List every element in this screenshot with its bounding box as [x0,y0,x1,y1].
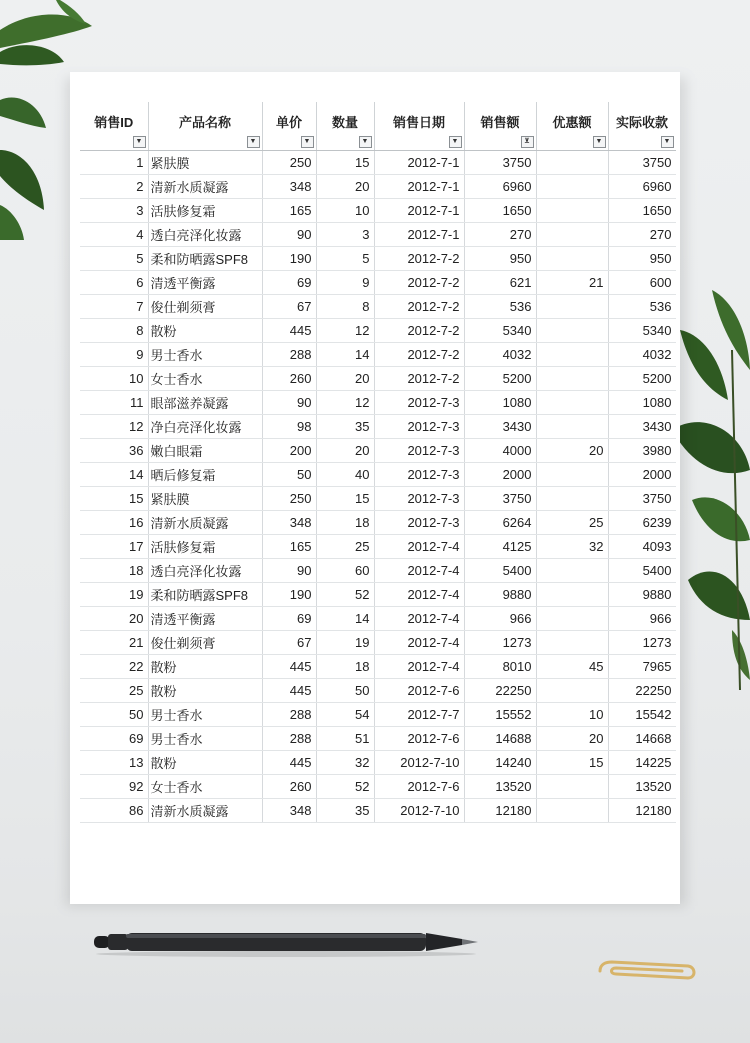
cell-discount[interactable] [536,343,608,367]
cell-product-name[interactable]: 透白亮泽化妆露 [148,559,262,583]
table-row [80,607,676,631]
cell-sales-amount[interactable]: 5400 [464,559,536,583]
cell-product-name[interactable]: 散粉 [148,655,262,679]
table-row [80,319,676,343]
cell-discount[interactable] [536,775,608,799]
cell-actual-received[interactable]: 6960 [608,175,676,199]
cell-unit-price[interactable]: 288 [262,727,316,751]
cell-sales-amount[interactable]: 12180 [464,799,536,823]
cell-actual-received[interactable]: 3750 [608,487,676,511]
table-row [80,775,676,799]
cell-discount[interactable] [536,607,608,631]
filter-dropdown-icon[interactable]: ▼ [593,136,606,148]
table-row [80,727,676,751]
filter-dropdown-icon[interactable]: ▼ [661,136,674,148]
cell-actual-received[interactable]: 14668 [608,727,676,751]
cell-sales-amount[interactable]: 536 [464,295,536,319]
cell-sale-date[interactable]: 2012-7-3 [374,487,464,511]
cell-sales-amount[interactable]: 4032 [464,343,536,367]
cell-sales-amount[interactable]: 9880 [464,583,536,607]
cell-sales-id[interactable]: 36 [80,439,148,463]
cell-product-name[interactable]: 晒后修复霜 [148,463,262,487]
cell-discount[interactable] [536,319,608,343]
cell-sales-amount[interactable]: 3750 [464,151,536,175]
cell-unit-price[interactable]: 165 [262,199,316,223]
cell-unit-price[interactable]: 98 [262,415,316,439]
cell-discount[interactable] [536,199,608,223]
spreadsheet [80,102,676,902]
cell-actual-received[interactable]: 270 [608,223,676,247]
cell-quantity[interactable]: 52 [316,583,374,607]
cell-product-name[interactable]: 男士香水 [148,703,262,727]
cell-product-name[interactable]: 活肤修复霜 [148,199,262,223]
cell-sale-date[interactable]: 2012-7-6 [374,679,464,703]
cell-sale-date[interactable]: 2012-7-2 [374,367,464,391]
cell-sale-date[interactable]: 2012-7-1 [374,175,464,199]
cell-quantity[interactable]: 15 [316,151,374,175]
cell-sales-id[interactable]: 92 [80,775,148,799]
cell-sales-id[interactable]: 15 [80,487,148,511]
header-unit-price: 单价 ▼ [262,102,316,151]
cell-sales-amount[interactable]: 4125 [464,535,536,559]
cell-quantity[interactable]: 20 [316,175,374,199]
cell-unit-price[interactable]: 445 [262,655,316,679]
cell-sales-amount[interactable]: 4000 [464,439,536,463]
cell-product-name[interactable]: 活肤修复霜 [148,535,262,559]
cell-quantity[interactable]: 12 [316,391,374,415]
table-row [80,271,676,295]
cell-sales-amount[interactable]: 5200 [464,367,536,391]
table-body [80,151,676,823]
cell-product-name[interactable]: 俊仕剃须膏 [148,295,262,319]
cell-sale-date[interactable]: 2012-7-1 [374,199,464,223]
table-row [80,223,676,247]
table-row [80,175,676,199]
cell-discount[interactable] [536,415,608,439]
cell-sales-id[interactable]: 86 [80,799,148,823]
cell-sale-date[interactable]: 2012-7-2 [374,343,464,367]
cell-discount[interactable]: 21 [536,271,608,295]
filter-dropdown-icon[interactable]: ▼ [449,136,462,148]
cell-unit-price[interactable]: 288 [262,343,316,367]
header-sale-date: 销售日期 ▼ [374,102,464,151]
cell-discount[interactable] [536,247,608,271]
cell-actual-received[interactable]: 4093 [608,535,676,559]
cell-unit-price[interactable]: 288 [262,703,316,727]
cell-actual-received[interactable]: 13520 [608,775,676,799]
cell-actual-received[interactable]: 7965 [608,655,676,679]
cell-sales-amount[interactable]: 621 [464,271,536,295]
table-row [80,247,676,271]
cell-quantity[interactable]: 19 [316,631,374,655]
cell-quantity[interactable]: 40 [316,463,374,487]
cell-discount[interactable] [536,367,608,391]
cell-sales-amount[interactable]: 8010 [464,655,536,679]
cell-unit-price[interactable]: 445 [262,679,316,703]
cell-unit-price[interactable]: 348 [262,511,316,535]
cell-sales-amount[interactable]: 3750 [464,487,536,511]
cell-product-name[interactable]: 清新水质凝露 [148,511,262,535]
cell-quantity[interactable]: 14 [316,343,374,367]
cell-actual-received[interactable]: 3430 [608,415,676,439]
cell-discount[interactable] [536,679,608,703]
cell-unit-price[interactable]: 348 [262,799,316,823]
cell-unit-price[interactable]: 50 [262,463,316,487]
cell-actual-received[interactable]: 5200 [608,367,676,391]
cell-discount[interactable] [536,223,608,247]
cell-quantity[interactable]: 32 [316,751,374,775]
cell-sales-amount[interactable]: 1273 [464,631,536,655]
cell-product-name[interactable]: 清新水质凝露 [148,175,262,199]
cell-sales-id[interactable]: 3 [80,199,148,223]
cell-discount[interactable] [536,583,608,607]
cell-discount[interactable]: 20 [536,727,608,751]
cell-discount[interactable] [536,487,608,511]
paper-sheet [70,72,680,904]
cell-sale-date[interactable]: 2012-7-3 [374,511,464,535]
cell-quantity[interactable]: 35 [316,415,374,439]
cell-sale-date[interactable]: 2012-7-1 [374,151,464,175]
cell-discount[interactable]: 45 [536,655,608,679]
cell-sales-id[interactable]: 20 [80,607,148,631]
cell-actual-received[interactable]: 5400 [608,559,676,583]
cell-sales-amount[interactable]: 270 [464,223,536,247]
cell-discount[interactable]: 15 [536,751,608,775]
cell-unit-price[interactable]: 165 [262,535,316,559]
cell-product-name[interactable]: 男士香水 [148,727,262,751]
cell-quantity[interactable]: 51 [316,727,374,751]
table-row [80,151,676,175]
cell-product-name[interactable]: 眼部滋养凝露 [148,391,262,415]
cell-sales-id[interactable]: 11 [80,391,148,415]
cell-unit-price[interactable]: 190 [262,583,316,607]
cell-sale-date[interactable]: 2012-7-3 [374,391,464,415]
cell-unit-price[interactable]: 250 [262,151,316,175]
cell-actual-received[interactable]: 9880 [608,583,676,607]
filter-dropdown-icon[interactable]: ▼ [359,136,372,148]
table-row [80,679,676,703]
cell-sales-id[interactable]: 8 [80,319,148,343]
cell-sale-date[interactable]: 2012-7-6 [374,775,464,799]
active-filter-icon[interactable]: ⊻ [521,136,534,148]
cell-actual-received[interactable]: 6239 [608,511,676,535]
cell-product-name[interactable]: 女士香水 [148,775,262,799]
cell-sales-id[interactable]: 16 [80,511,148,535]
table-row [80,535,676,559]
cell-actual-received[interactable]: 3980 [608,439,676,463]
cell-discount[interactable] [536,559,608,583]
cell-sales-amount[interactable]: 22250 [464,679,536,703]
sales-table [80,102,676,823]
cell-sales-amount[interactable]: 6264 [464,511,536,535]
cell-product-name[interactable]: 嫩白眼霜 [148,439,262,463]
table-row [80,751,676,775]
cell-sales-id[interactable]: 19 [80,583,148,607]
cell-sales-amount[interactable]: 966 [464,607,536,631]
cell-product-name[interactable]: 女士香水 [148,367,262,391]
header-actual-received: 实际收款 ▼ [608,102,676,151]
cell-quantity[interactable]: 50 [316,679,374,703]
header-sales-amount: 销售额 ⊻ [464,102,536,151]
table-row [80,343,676,367]
cell-actual-received[interactable]: 12180 [608,799,676,823]
cell-product-name[interactable]: 男士香水 [148,343,262,367]
table-row [80,655,676,679]
cell-sales-id[interactable]: 10 [80,367,148,391]
cell-quantity[interactable]: 8 [316,295,374,319]
cell-actual-received[interactable]: 14225 [608,751,676,775]
filter-dropdown-icon[interactable]: ▼ [133,136,146,148]
cell-sale-date[interactable]: 2012-7-1 [374,223,464,247]
cell-sales-id[interactable]: 9 [80,343,148,367]
cell-actual-received[interactable]: 4032 [608,343,676,367]
cell-discount[interactable] [536,295,608,319]
cell-actual-received[interactable]: 1650 [608,199,676,223]
cell-product-name[interactable]: 透白亮泽化妆露 [148,223,262,247]
cell-unit-price[interactable]: 260 [262,775,316,799]
cell-discount[interactable]: 20 [536,439,608,463]
cell-discount[interactable]: 32 [536,535,608,559]
cell-sale-date[interactable]: 2012-7-3 [374,463,464,487]
cell-unit-price[interactable]: 200 [262,439,316,463]
cell-actual-received[interactable]: 15542 [608,703,676,727]
cell-sale-date[interactable]: 2012-7-4 [374,535,464,559]
cell-product-name[interactable]: 散粉 [148,751,262,775]
cell-discount[interactable] [536,631,608,655]
cell-sales-id[interactable]: 5 [80,247,148,271]
cell-sales-amount[interactable]: 1650 [464,199,536,223]
header-discount: 优惠额 ▼ [536,102,608,151]
cell-sales-id[interactable]: 69 [80,727,148,751]
cell-sale-date[interactable]: 2012-7-4 [374,655,464,679]
cell-discount[interactable] [536,151,608,175]
cell-sales-amount[interactable]: 3430 [464,415,536,439]
cell-unit-price[interactable]: 445 [262,319,316,343]
cell-sale-date[interactable]: 2012-7-2 [374,295,464,319]
table-row [80,703,676,727]
cell-discount[interactable] [536,175,608,199]
cell-sale-date[interactable]: 2012-7-6 [374,727,464,751]
cell-quantity[interactable]: 12 [316,319,374,343]
cell-quantity[interactable]: 3 [316,223,374,247]
cell-product-name[interactable]: 散粉 [148,319,262,343]
cell-sales-id[interactable]: 6 [80,271,148,295]
cell-product-name[interactable]: 紧肤膜 [148,151,262,175]
cell-sales-id[interactable]: 50 [80,703,148,727]
filter-dropdown-icon[interactable]: ▼ [301,136,314,148]
cell-actual-received[interactable]: 1080 [608,391,676,415]
cell-product-name[interactable]: 清透平衡露 [148,271,262,295]
cell-discount[interactable]: 25 [536,511,608,535]
cell-quantity[interactable]: 20 [316,367,374,391]
cell-sale-date[interactable]: 2012-7-2 [374,271,464,295]
cell-discount[interactable]: 10 [536,703,608,727]
cell-unit-price[interactable]: 190 [262,247,316,271]
table-row [80,439,676,463]
cell-unit-price[interactable]: 250 [262,487,316,511]
cell-actual-received[interactable]: 3750 [608,151,676,175]
table-row [80,631,676,655]
header-product-name: 产品名称 ▼ [148,102,262,151]
header-sales-id: 销售ID ▼ [80,102,148,151]
cell-quantity[interactable]: 5 [316,247,374,271]
table-row [80,367,676,391]
cell-product-name[interactable]: 柔和防晒露SPF8 [148,583,262,607]
cell-actual-received[interactable]: 950 [608,247,676,271]
table-row [80,391,676,415]
cell-quantity[interactable]: 18 [316,511,374,535]
cell-product-name[interactable]: 清透平衡露 [148,607,262,631]
cell-unit-price[interactable]: 260 [262,367,316,391]
cell-actual-received[interactable]: 966 [608,607,676,631]
cell-sales-id[interactable]: 17 [80,535,148,559]
cell-product-name[interactable]: 散粉 [148,679,262,703]
cell-unit-price[interactable]: 90 [262,391,316,415]
cell-sale-date[interactable]: 2012-7-2 [374,247,464,271]
cell-sale-date[interactable]: 2012-7-10 [374,751,464,775]
cell-unit-price[interactable]: 90 [262,559,316,583]
cell-sales-amount[interactable]: 1080 [464,391,536,415]
cell-actual-received[interactable]: 600 [608,271,676,295]
cell-sales-amount[interactable]: 6960 [464,175,536,199]
cell-sales-amount[interactable]: 14240 [464,751,536,775]
cell-sale-date[interactable]: 2012-7-2 [374,319,464,343]
cell-sale-date[interactable]: 2012-7-4 [374,559,464,583]
table-row [80,583,676,607]
cell-quantity[interactable]: 54 [316,703,374,727]
cell-sale-date[interactable]: 2012-7-4 [374,607,464,631]
table-row [80,415,676,439]
table-row [80,511,676,535]
cell-sales-id[interactable]: 4 [80,223,148,247]
table-row [80,487,676,511]
cell-quantity[interactable]: 25 [316,535,374,559]
cell-sales-amount[interactable]: 13520 [464,775,536,799]
cell-sales-amount[interactable]: 14688 [464,727,536,751]
cell-actual-received[interactable]: 5340 [608,319,676,343]
table-row [80,559,676,583]
cell-actual-received[interactable]: 2000 [608,463,676,487]
cell-sales-id[interactable]: 1 [80,151,148,175]
cell-sale-date[interactable]: 2012-7-7 [374,703,464,727]
cell-quantity[interactable]: 60 [316,559,374,583]
table-row [80,799,676,823]
cell-sales-id[interactable]: 21 [80,631,148,655]
cell-unit-price[interactable]: 67 [262,631,316,655]
cell-quantity[interactable]: 14 [316,607,374,631]
table-row [80,463,676,487]
filter-dropdown-icon[interactable]: ▼ [247,136,260,148]
cell-quantity[interactable]: 15 [316,487,374,511]
cell-sale-date[interactable]: 2012-7-10 [374,799,464,823]
cell-sale-date[interactable]: 2012-7-4 [374,631,464,655]
cell-sales-amount[interactable]: 15552 [464,703,536,727]
cell-sales-id[interactable]: 2 [80,175,148,199]
cell-sales-amount[interactable]: 2000 [464,463,536,487]
cell-sales-id[interactable]: 12 [80,415,148,439]
cell-unit-price[interactable]: 67 [262,295,316,319]
cell-sales-amount[interactable]: 950 [464,247,536,271]
cell-discount[interactable] [536,799,608,823]
cell-sale-date[interactable]: 2012-7-3 [374,439,464,463]
cell-actual-received[interactable]: 536 [608,295,676,319]
cell-product-name[interactable]: 紧肤膜 [148,487,262,511]
cell-sales-id[interactable]: 18 [80,559,148,583]
cell-actual-received[interactable]: 1273 [608,631,676,655]
cell-sale-date[interactable]: 2012-7-3 [374,415,464,439]
cell-unit-price[interactable]: 69 [262,271,316,295]
cell-quantity[interactable]: 52 [316,775,374,799]
cell-discount[interactable] [536,463,608,487]
cell-unit-price[interactable]: 90 [262,223,316,247]
cell-product-name[interactable]: 柔和防晒露SPF8 [148,247,262,271]
cell-actual-received[interactable]: 22250 [608,679,676,703]
paperclip-decoration [596,958,700,984]
cell-product-name[interactable]: 净白亮泽化妆露 [148,415,262,439]
cell-quantity[interactable]: 18 [316,655,374,679]
header-quantity: 数量 ▼ [316,102,374,151]
cell-sales-id[interactable]: 22 [80,655,148,679]
table-row [80,295,676,319]
header-row [80,102,676,151]
cell-unit-price[interactable]: 69 [262,607,316,631]
cell-discount[interactable] [536,391,608,415]
cell-sales-id[interactable]: 7 [80,295,148,319]
cell-quantity[interactable]: 9 [316,271,374,295]
cell-quantity[interactable]: 10 [316,199,374,223]
cell-sales-id[interactable]: 25 [80,679,148,703]
cell-product-name[interactable]: 清新水质凝露 [148,799,262,823]
cell-unit-price[interactable]: 348 [262,175,316,199]
cell-quantity[interactable]: 20 [316,439,374,463]
cell-quantity[interactable]: 35 [316,799,374,823]
cell-product-name[interactable]: 俊仕剃须膏 [148,631,262,655]
cell-sales-id[interactable]: 14 [80,463,148,487]
cell-unit-price[interactable]: 445 [262,751,316,775]
pen-decoration [90,928,482,958]
cell-sales-id[interactable]: 13 [80,751,148,775]
cell-sales-amount[interactable]: 5340 [464,319,536,343]
table-row [80,199,676,223]
cell-sale-date[interactable]: 2012-7-4 [374,583,464,607]
